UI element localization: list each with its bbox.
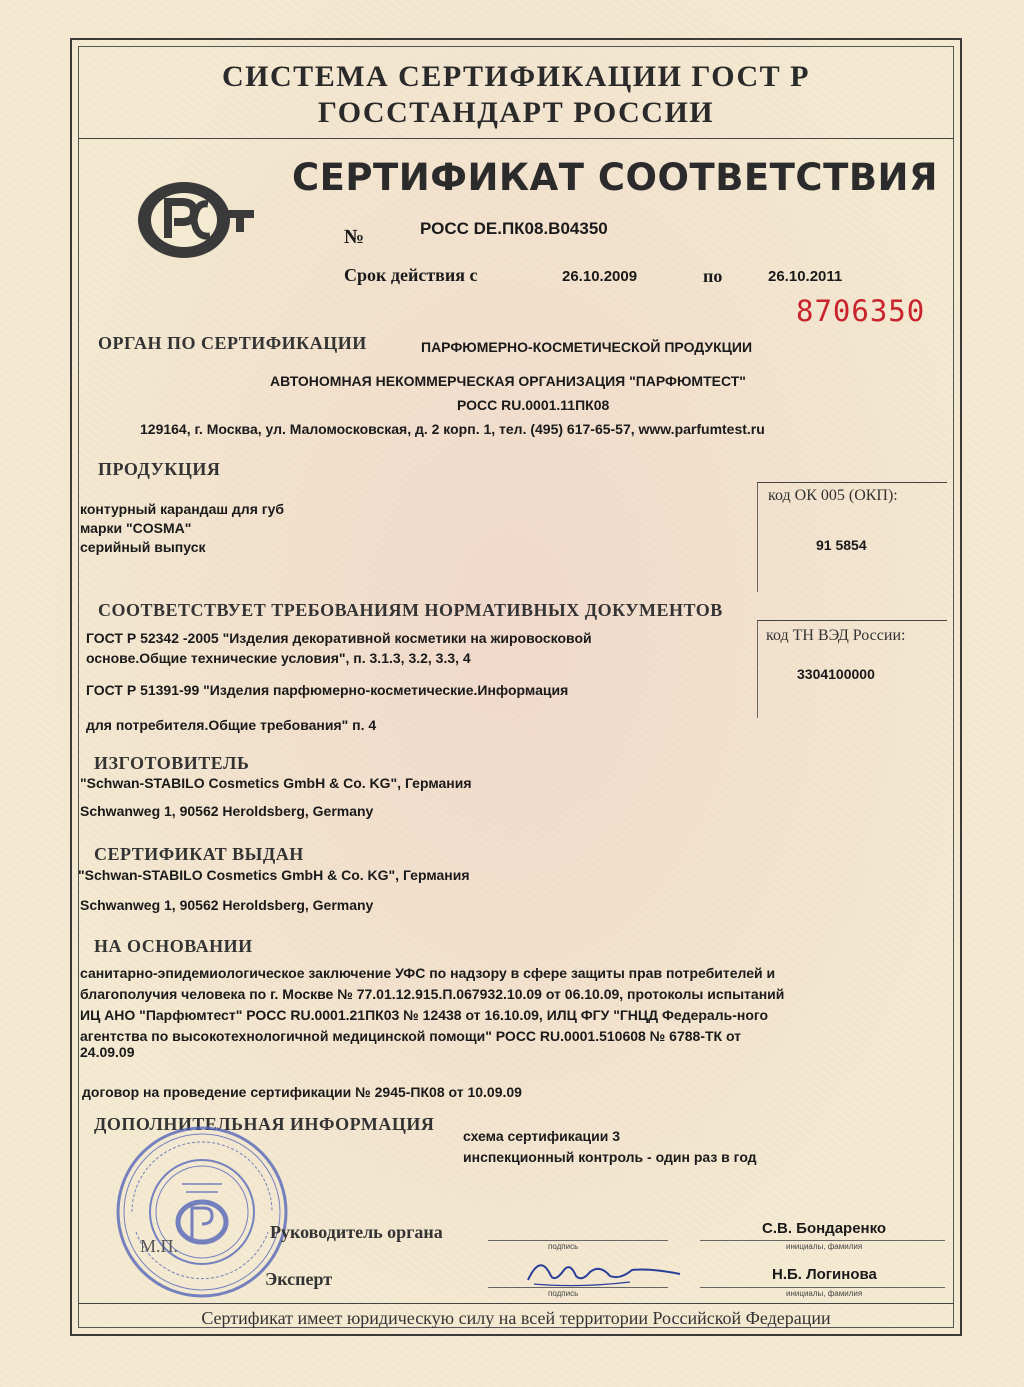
basis-line4: агентства по высокотехнологичной медицинской помощи" РОСС RU.0001.510608 № 6788-ТК от [80, 1028, 742, 1044]
expert-signature [520, 1250, 690, 1290]
expert-sign-line [488, 1287, 668, 1288]
cert-body-name1: ПАРФЮМЕРНО-КОСМЕТИЧЕСКОЙ ПРОДУКЦИИ [421, 339, 753, 355]
issued-to-address: Schwanweg 1, 90562 Heroldsberg, Germany [80, 897, 374, 913]
system-title: СИСТЕМА СЕРТИФИКАЦИИ ГОСТ Р [222, 60, 810, 93]
product-line3: серийный выпуск [80, 539, 206, 555]
svg-text:РСТ: РСТ [138, 180, 140, 181]
basis-label: НА ОСНОВАНИИ [94, 936, 253, 956]
tnved-value: 3304100000 [797, 666, 875, 682]
tnved-box-border [757, 620, 758, 718]
product-line1: контурный карандаш для губ [80, 501, 285, 517]
compliance-line3: ГОСТ Р 51391-99 "Изделия парфюмерно-косметические.Информация [86, 682, 569, 698]
okp-box-border [757, 482, 758, 592]
head-name: С.В. Бондаренко [762, 1220, 887, 1237]
basis-line3: ИЦ АНО "Парфюмтест" РОСС RU.0001.21ПК03 № 12438 от 16.10.09, ИЛЦ ФГУ "ГНЦД Федераль-ного [80, 1007, 769, 1023]
okp-box-top [757, 482, 947, 483]
cert-body-reg: РОСС RU.0001.11ПК08 [457, 397, 610, 413]
expert-sign-caption: подпись [548, 1289, 579, 1298]
additional-label: ДОПОЛНИТЕЛЬНАЯ ИНФОРМАЦИЯ [94, 1114, 435, 1134]
expert-label: Эксперт [265, 1269, 333, 1289]
okp-value: 91 5854 [816, 537, 867, 553]
head-label: Руководитель органа [270, 1222, 443, 1242]
compliance-line1: ГОСТ Р 52342 -2005 "Изделия декоративной косметики на жировосковой [86, 630, 592, 646]
tnved-label: код ТН ВЭД России: [766, 627, 906, 644]
gosstandart-title: ГОССТАНДАРТ РОССИИ [317, 96, 715, 129]
cert-body-name2: АВТОНОМНАЯ НЕКОММЕРЧЕСКАЯ ОРГАНИЗАЦИЯ "ПАРФЮМТЕСТ" [270, 373, 746, 389]
cert-body-address: 129164, г. Москва, ул. Маломосковская, д. 2 корп. 1, тел. (495) 617-65-57, www.parfumtest.ru [140, 421, 765, 437]
contract-line: договор на проведение сертификации № 2945-ПК08 от 10.09.09 [82, 1084, 522, 1100]
issued-to-label: СЕРТИФИКАТ ВЫДАН [94, 844, 304, 864]
head-initials-caption: инициалы, фамилия [786, 1242, 863, 1251]
validity-to-label: по [703, 266, 723, 286]
number-sign: № [344, 226, 365, 248]
manufacturer-name: "Schwan-STABILO Cosmetics GmbH & Co. KG", Германия [80, 775, 472, 791]
manufacturer-label: ИЗГОТОВИТЕЛЬ [94, 753, 250, 773]
serial-number: 8706350 [796, 294, 926, 328]
legal-footer: Сертификат имеет юридическую силу на всей территории Российской Федерации [201, 1308, 831, 1328]
compliance-label: СООТВЕТСТВУЕТ ТРЕБОВАНИЯМ НОРМАТИВНЫХ ДОКУМЕНТОВ [98, 600, 723, 620]
certificate-number: РОСС DE.ПК08.В04350 [420, 219, 608, 238]
cert-body-label: ОРГАН ПО СЕРТИФИКАЦИИ [98, 333, 367, 353]
additional-line1: схема сертификации 3 [463, 1128, 621, 1144]
expert-name: Н.Б. Логинова [772, 1266, 877, 1283]
expert-initials-caption: инициалы, фамилия [786, 1289, 863, 1298]
compliance-line4: для потребителя.Общие требования" п. 4 [86, 717, 377, 733]
head-sign-line [488, 1240, 668, 1241]
tnved-box-top [757, 620, 947, 621]
validity-from: 26.10.2009 [562, 268, 638, 285]
validity-to: 26.10.2011 [768, 268, 843, 285]
rst-logo [138, 180, 256, 260]
header-divider [78, 138, 954, 139]
basis-line2: благополучия человека по г. Москве № 77.01.12.915.П.067932.10.09 от 06.10.09, протоколы испытаний [80, 986, 785, 1002]
head-initials-line [700, 1240, 945, 1241]
product-label: ПРОДУКЦИЯ [98, 459, 221, 479]
head-sign-caption: подпись [548, 1242, 579, 1251]
basis-line1: санитарно-эпидемиологическое заключение УФС по надзору в сфере защиты прав потребителей и [80, 965, 776, 981]
compliance-line2: основе.Общие технические условия", п. 3.1.3, 3.2, 3.3, 4 [86, 650, 471, 666]
certificate-title: СЕРТИФИКАТ СООТВЕТСТВИЯ [292, 156, 938, 199]
mp-label: М.П. [140, 1236, 179, 1256]
expert-initials-line [700, 1287, 945, 1288]
footer-divider [78, 1303, 954, 1304]
manufacturer-address: Schwanweg 1, 90562 Heroldsberg, Germany [80, 803, 374, 819]
product-line2: марки "COSMA" [80, 520, 192, 536]
okp-label: код ОК 005 (ОКП): [768, 487, 898, 504]
basis-line5: 24.09.09 [80, 1044, 135, 1060]
issued-to-name: "Schwan-STABILO Cosmetics GmbH & Co. KG", Германия [78, 867, 470, 883]
additional-line2: инспекционный контроль - один раз в год [463, 1149, 757, 1165]
validity-label: Срок действия с [344, 265, 478, 285]
